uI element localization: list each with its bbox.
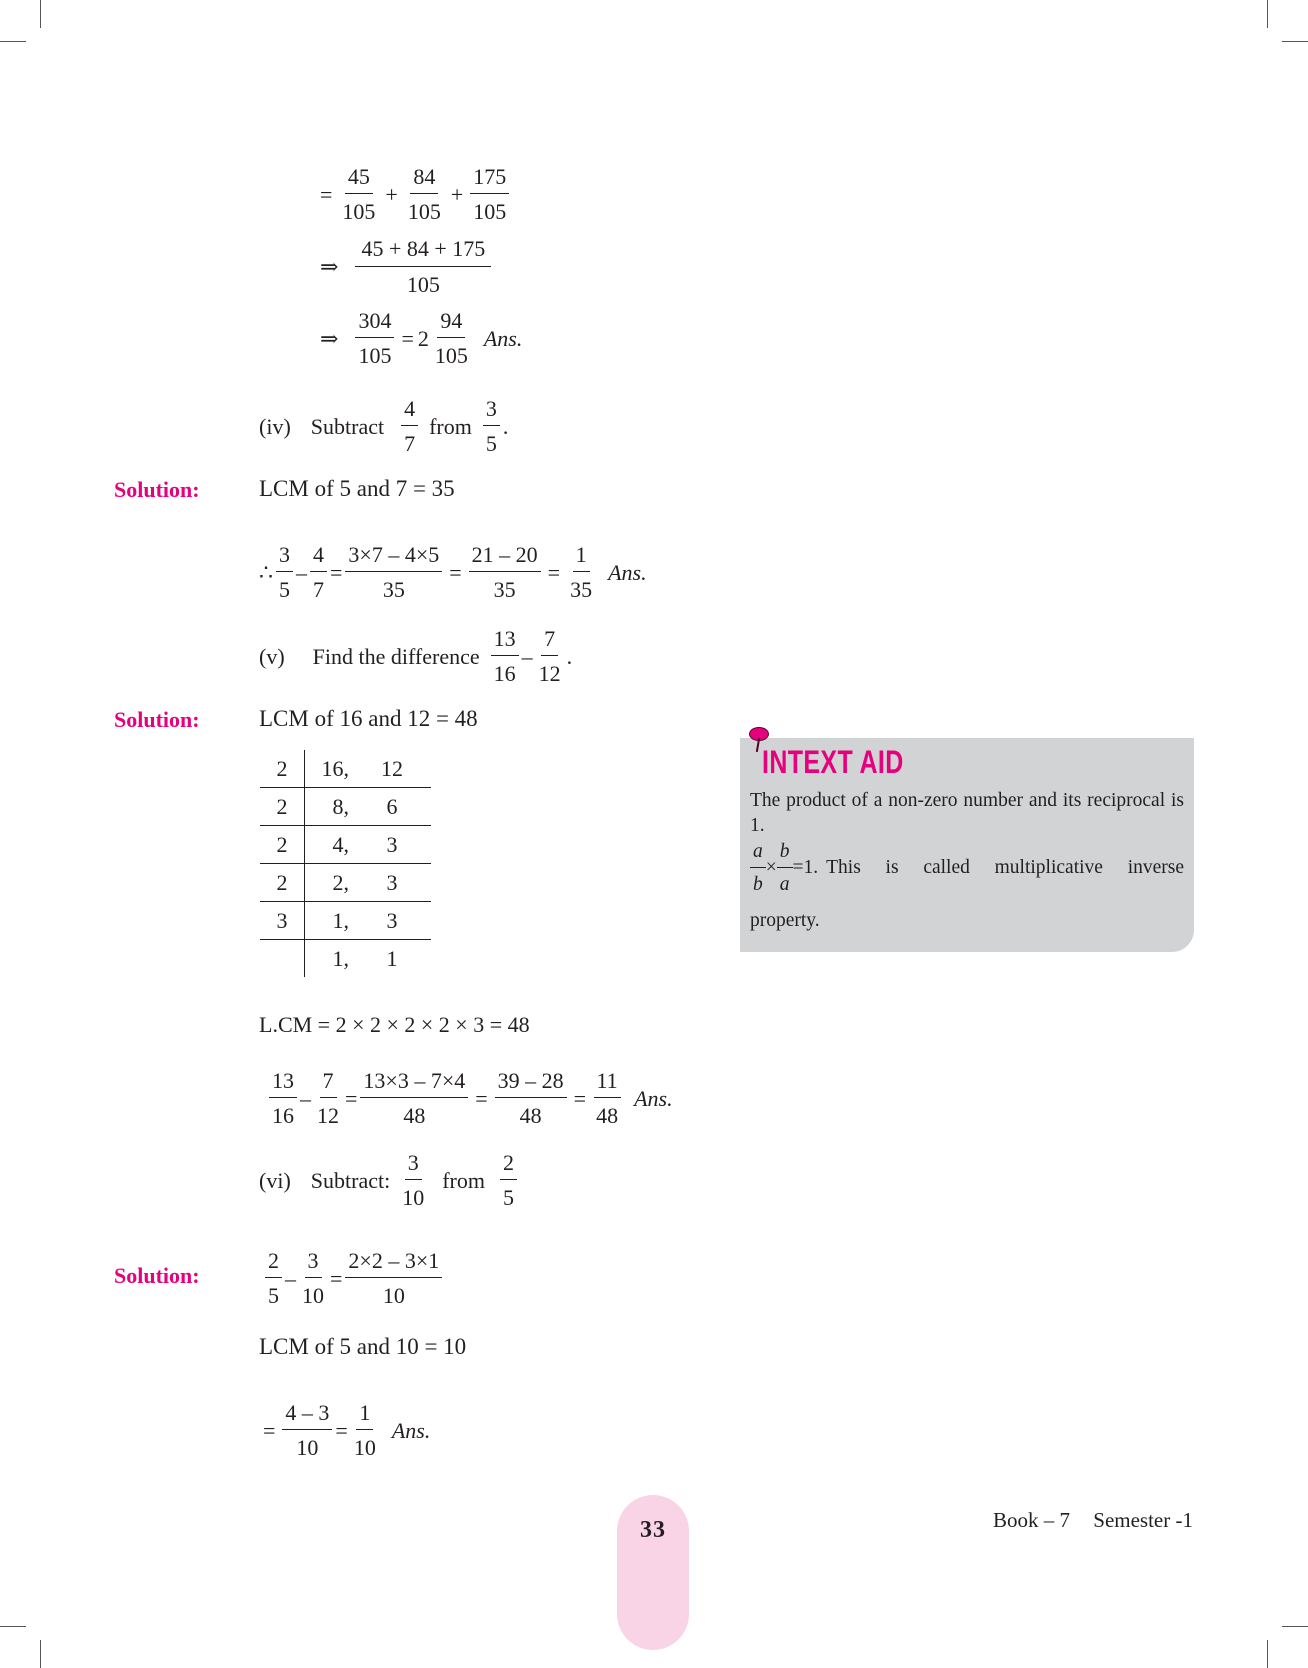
equation-line: ⇒ $\frac{304}{105}$ = 2 $\frac{94}{105}$ Ans.	[320, 308, 523, 368]
fraction: $\frac{11}{48}$	[593, 1070, 621, 1127]
crop-mark	[40, 0, 41, 28]
fraction: $\frac{94}{105}$	[434, 308, 468, 368]
fraction: $\frac{2}{5}$	[500, 1152, 517, 1209]
division-table	[260, 750, 431, 977]
solution-calculation: $\frac{13}{16}$ – $\frac{7}{12}$ = $\frac{13\times 3 - 7\times 4}{48}$ = $\frac{39 - 28}{48}$ = $\frac{11}{48}$ Ans.	[266, 1070, 673, 1127]
fraction: $\frac{4 - 3}{10}$	[282, 1402, 332, 1459]
intext-aid-title: INTEXT AID	[762, 744, 904, 780]
fraction: $\frac{1}{10}$	[353, 1400, 376, 1460]
fraction: $\frac{175}{105}$	[470, 166, 509, 223]
division-row	[260, 750, 431, 788]
fraction: $\frac{304}{105}$	[355, 310, 394, 367]
crop-mark	[40, 1640, 41, 1668]
fraction: $\frac{13\times 3 - 7\times 4}{48}$	[360, 1070, 468, 1127]
quotient-cell: 1	[386, 945, 398, 971]
quotient-cell: 12	[353, 750, 431, 788]
equation-line: = $\frac{45}{105}$ + $\frac{84}{105}$ + $\frac{175}{105}$	[316, 166, 512, 223]
fraction: $\frac{a}{b}$	[750, 842, 766, 894]
fraction: $\frac{3}{10}$	[302, 1248, 324, 1308]
fraction: $\frac{b}{a}$	[777, 842, 793, 894]
division-row	[260, 864, 431, 902]
fraction: $\frac{45}{105}$	[342, 164, 376, 224]
lcm-statement: LCM of 16 and 12 = 48	[259, 706, 478, 731]
intext-aid-text: property.	[750, 910, 820, 931]
crop-mark	[0, 41, 26, 42]
footer-semester: Semester -1	[1093, 1508, 1193, 1532]
quotient-cell: 3	[353, 902, 431, 940]
fraction: $\frac{45 + 84 + 175}{105}$	[355, 238, 491, 296]
fraction: $\frac{2}{5}$	[265, 1250, 282, 1307]
fraction: $\frac{7}{12}$	[538, 626, 561, 686]
quotient-cell: 3	[353, 864, 431, 902]
quotient-cell: 8,	[305, 788, 354, 826]
divisor-cell: 2	[260, 788, 305, 826]
solution-label: Solution:	[114, 1263, 200, 1288]
lcm-statement: LCM of 5 and 10 = 10	[259, 1334, 467, 1359]
solution-calculation: ∴ $\frac{3}{5}$ – $\frac{4}{7}$ = $\frac{3\times 7 - 4\times 5}{35}$ = $\frac{21 - 20}{35}$ = $\frac{1}{35}$ Ans.	[259, 542, 647, 602]
quotient-cell: 2,	[305, 864, 354, 902]
crop-mark	[1267, 0, 1268, 28]
fraction: $\frac{4}{7}$	[401, 398, 418, 455]
fraction: $\frac{2\times 2 - 3\times 1}{10}$	[345, 1250, 442, 1307]
fraction: $\frac{3}{10}$	[402, 1150, 425, 1210]
division-row	[260, 902, 431, 940]
fraction: $\frac{84}{105}$	[407, 164, 441, 224]
fraction: $\frac{1}{35}$	[570, 542, 593, 602]
fraction: $\frac{4}{7}$	[310, 544, 327, 601]
divisor-cell: 3	[260, 902, 305, 940]
intext-aid-box	[740, 738, 1194, 952]
quotient-cell: 3	[353, 826, 431, 864]
crop-mark	[1282, 1626, 1308, 1627]
crop-mark	[1267, 1640, 1268, 1668]
equation-line: ⇒ $\frac{45 + 84 + 175}{105}$	[316, 238, 494, 296]
intext-aid-text: The product of a non-zero number and its reciprocal is 1.	[750, 790, 1184, 836]
fraction: $\frac{3}{5}$	[276, 544, 293, 601]
divisor-cell: 2	[260, 826, 305, 864]
intext-aid-formula: $\frac{a}{b}$ × $\frac{b}{a}$ =1. This is called multiplicative inverse	[750, 842, 1184, 894]
quotient-cell: 16,	[305, 750, 354, 788]
page-number: 33	[640, 1517, 666, 1543]
quotient-cell: 1,	[305, 902, 354, 940]
footer-book-info	[993, 1508, 1193, 1533]
fraction: $\frac{13}{16}$	[491, 628, 519, 685]
footer-book: Book – 7	[993, 1508, 1071, 1532]
division-row	[260, 940, 431, 978]
question-v: (v) Find the difference $\frac{13}{16}$ – $\frac{7}{12}$ .	[259, 626, 573, 686]
divisor-cell: 2	[260, 864, 305, 902]
fraction: $\frac{21 - 20}{35}$	[469, 544, 541, 601]
fraction: $\frac{7}{12}$	[317, 1068, 339, 1128]
division-row	[260, 788, 431, 826]
fraction: $\frac{39 - 28}{48}$	[495, 1070, 567, 1127]
divisor-cell	[260, 940, 305, 978]
quotient-cell: 4,	[305, 826, 354, 864]
question-iv: (iv) Subtract $\frac{4}{7}$ from $\frac{3}{5}$ .	[259, 396, 509, 456]
quotient-cell: 1,	[332, 945, 349, 971]
crop-mark	[1282, 41, 1308, 42]
solution-calculation: $\frac{2}{5}$ – $\frac{3}{10}$ = $\frac{2\times 2 - 3\times 1}{10}$	[262, 1250, 445, 1307]
fraction: $\frac{3}{5}$	[483, 398, 500, 455]
lcm-product: L.CM = 2 × 2 × 2 × 2 × 3 = 48	[259, 1012, 530, 1037]
fraction: $\frac{3\times 7 - 4\times 5}{35}$	[345, 544, 442, 601]
divisor-cell: 2	[260, 750, 305, 788]
division-row	[260, 826, 431, 864]
lcm-statement: LCM of 5 and 7 = 35	[259, 476, 455, 501]
fraction: $\frac{13}{16}$	[269, 1070, 297, 1127]
solution-label: Solution:	[114, 477, 200, 502]
crop-mark	[0, 1626, 26, 1627]
quotient-cell: 6	[353, 788, 431, 826]
solution-label: Solution:	[114, 707, 200, 732]
question-vi: (vi) Subtract: $\frac{3}{10}$ from $\frac{2}{5}$	[259, 1152, 520, 1209]
solution-calculation: = $\frac{4 - 3}{10}$ = $\frac{1}{10}$ Ans.	[263, 1400, 431, 1460]
